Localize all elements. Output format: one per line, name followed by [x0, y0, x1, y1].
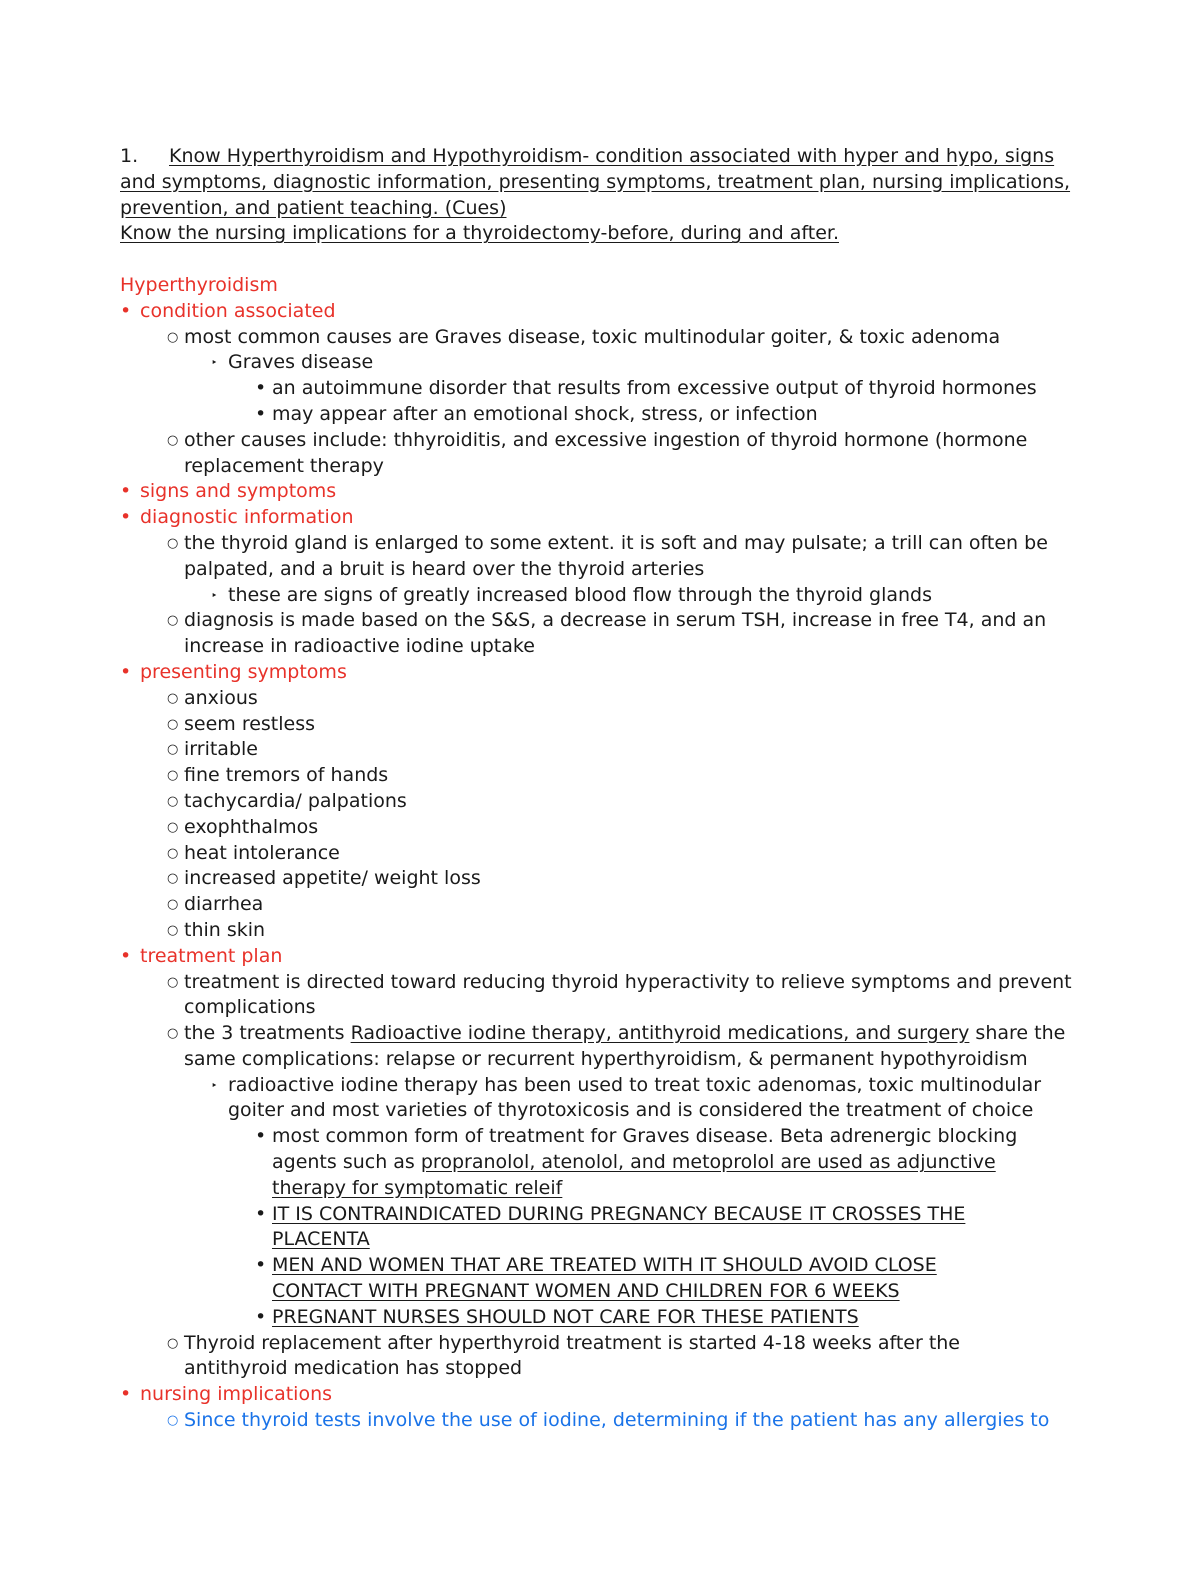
heading-nursing: nursing implications — [140, 1383, 333, 1406]
circle-bullet-icon: ○ — [167, 819, 179, 835]
list-item: ○ most common causes are Graves disease, toxic multinodular goiter, & toxic adenoma — [120, 325, 1080, 351]
circle-bullet-icon: ○ — [167, 329, 179, 345]
presenting-list — [120, 686, 1080, 944]
heading-diagnostic: diagnostic information — [140, 506, 354, 529]
heading-signs: signs and symptoms — [140, 480, 337, 503]
list-item: • most common form of treatment for Graves disease. Beta adrenergic blocking agents such as propranolol, atenolol, and metoprolol are used as adjunctive therapy for symptomatic releif — [255, 1125, 1018, 1199]
question-line-4: Know the nursing implications for a thyroidectomy-before, during and after. — [120, 222, 839, 245]
heading-presenting: presenting symptoms — [140, 660, 347, 683]
bullet-icon: • — [255, 377, 267, 400]
list-item: ○ treatment is directed toward reducing thyroid hyperactivity to relieve symptoms and prevent complications — [167, 970, 1072, 1019]
list-item: ○ seem restless — [120, 712, 1080, 738]
question-line-3: prevention, and patient teaching. (Cues) — [120, 196, 507, 219]
circle-bullet-icon: ○ — [167, 690, 179, 706]
list-item: ○ fine tremors of hands — [120, 763, 1080, 789]
circle-bullet-icon: ○ — [167, 922, 179, 938]
question-number: 1. — [120, 145, 139, 167]
list-item: ○ thin skin — [120, 918, 1080, 944]
list-item: ○ diagnosis is made based on the S&S, a decrease in serum TSH, increase in free T4, and an increase in radioactive iodine uptake — [167, 609, 1047, 658]
list-item: ‣ these are signs of greatly increased blood flow through the thyroid glands — [120, 583, 1080, 609]
list-item: ‣ Graves disease — [120, 350, 1080, 376]
spacer — [120, 247, 1080, 273]
circle-bullet-icon: ○ — [167, 897, 179, 913]
list-item: ‣ radioactive iodine therapy has been used to treat toxic adenomas, toxic multinodular goiter and most varieties of thyrotoxicosis and is considered the treatment of choice — [211, 1073, 1042, 1122]
outline-nursing — [120, 1382, 1080, 1408]
triangle-bullet-icon: ‣ — [211, 356, 218, 370]
list-item: ○ irritable — [120, 737, 1080, 763]
outline-condition — [120, 299, 1080, 325]
list-item: ○ anxious — [120, 686, 1080, 712]
list-item: ○ Thyroid replacement after hyperthyroid treatment is started 4-18 weeks after the antithyroid medication has stopped — [167, 1331, 960, 1380]
list-item: • IT IS CONTRAINDICATED DURING PREGNANCY BECAUSE IT CROSSES THE PLACENTA — [255, 1202, 966, 1251]
outline-signs — [120, 479, 1080, 505]
bullet-icon: • — [120, 506, 132, 529]
document-page — [120, 144, 1080, 1434]
circle-bullet-icon: ○ — [167, 845, 179, 861]
list-item: ○ Since thyroid tests involve the use of iodine, determining if the patient has any allergies to — [120, 1408, 1080, 1434]
heading-treatment: treatment plan — [140, 944, 283, 967]
list-item: • may appear after an emotional shock, stress, or infection — [120, 402, 1080, 428]
circle-bullet-icon: ○ — [167, 716, 179, 732]
outline-presenting — [120, 660, 1080, 686]
circle-bullet-icon: ○ — [167, 613, 179, 629]
list-item: ○ tachycardia/ palpations — [120, 789, 1080, 815]
list-item: • an autoimmune disorder that results from excessive output of thyroid hormones — [120, 376, 1080, 402]
bullet-icon: • — [120, 944, 132, 967]
list-item: ○ increased appetite/ weight loss — [120, 866, 1080, 892]
circle-bullet-icon: ○ — [167, 768, 179, 784]
list-item: • MEN AND WOMEN THAT ARE TREATED WITH IT SHOULD AVOID CLOSE CONTACT WITH PREGNANT WOMEN AND CHILDREN FOR 6 WEEKS — [255, 1254, 937, 1303]
list-item: ○ other causes include: thhyroiditis, and excessive ingestion of thyroid hormone (hormone replacement therapy — [167, 428, 1028, 477]
circle-bullet-icon: ○ — [167, 1335, 179, 1351]
list-item: ○ diarrhea — [120, 892, 1080, 918]
circle-bullet-icon: ○ — [167, 793, 179, 809]
circle-bullet-icon: ○ — [167, 871, 179, 887]
circle-bullet-icon: ○ — [167, 535, 179, 551]
circle-bullet-icon: ○ — [167, 742, 179, 758]
list-item: ○ heat intolerance — [120, 841, 1080, 867]
bullet-icon: • — [255, 1254, 267, 1277]
section-title: Hyperthyroidism — [120, 273, 278, 296]
list-item: • PREGNANT NURSES SHOULD NOT CARE FOR THESE PATIENTS — [120, 1305, 1080, 1331]
bullet-icon: • — [120, 480, 132, 503]
bullet-icon: • — [120, 660, 132, 683]
bullet-icon: • — [255, 1305, 267, 1328]
bullet-icon: • — [120, 1383, 132, 1406]
circle-bullet-icon: ○ — [167, 1026, 179, 1042]
list-item: ○ exophthalmos — [120, 815, 1080, 841]
bullet-icon: • — [255, 402, 267, 425]
heading-condition: condition associated — [140, 299, 336, 322]
triangle-bullet-icon: ‣ — [211, 588, 218, 602]
bullet-icon: • — [255, 1125, 267, 1148]
question-text: Know Hyperthyroidism and Hypothyroidism- condition associated with hyper and hypo, signs — [169, 145, 1055, 167]
circle-bullet-icon: ○ — [167, 432, 179, 448]
question-line-1 — [120, 144, 1080, 170]
bullet-icon: • — [120, 299, 132, 322]
list-item: ○ the thyroid gland is enlarged to some extent. it is soft and may pulsate; a trill can often be palpated, and a bruit is heard over the thyroid arteries — [167, 531, 1048, 580]
circle-bullet-icon: ○ — [167, 1413, 179, 1429]
question-line-2: and symptoms, diagnostic information, presenting symptoms, treatment plan, nursing implications, — [120, 170, 1071, 193]
circle-bullet-icon: ○ — [167, 974, 179, 990]
bullet-icon: • — [255, 1202, 267, 1225]
list-item: ○ the 3 treatments Radioactive iodine therapy, antithyroid medications, and surgery share the same complications: relapse or recurrent hyperthyroidism, & permanent hypothyroidism — [167, 1022, 1066, 1070]
outline-treatment — [120, 944, 1080, 970]
outline-diagnostic — [120, 505, 1080, 531]
triangle-bullet-icon: ‣ — [211, 1078, 218, 1092]
